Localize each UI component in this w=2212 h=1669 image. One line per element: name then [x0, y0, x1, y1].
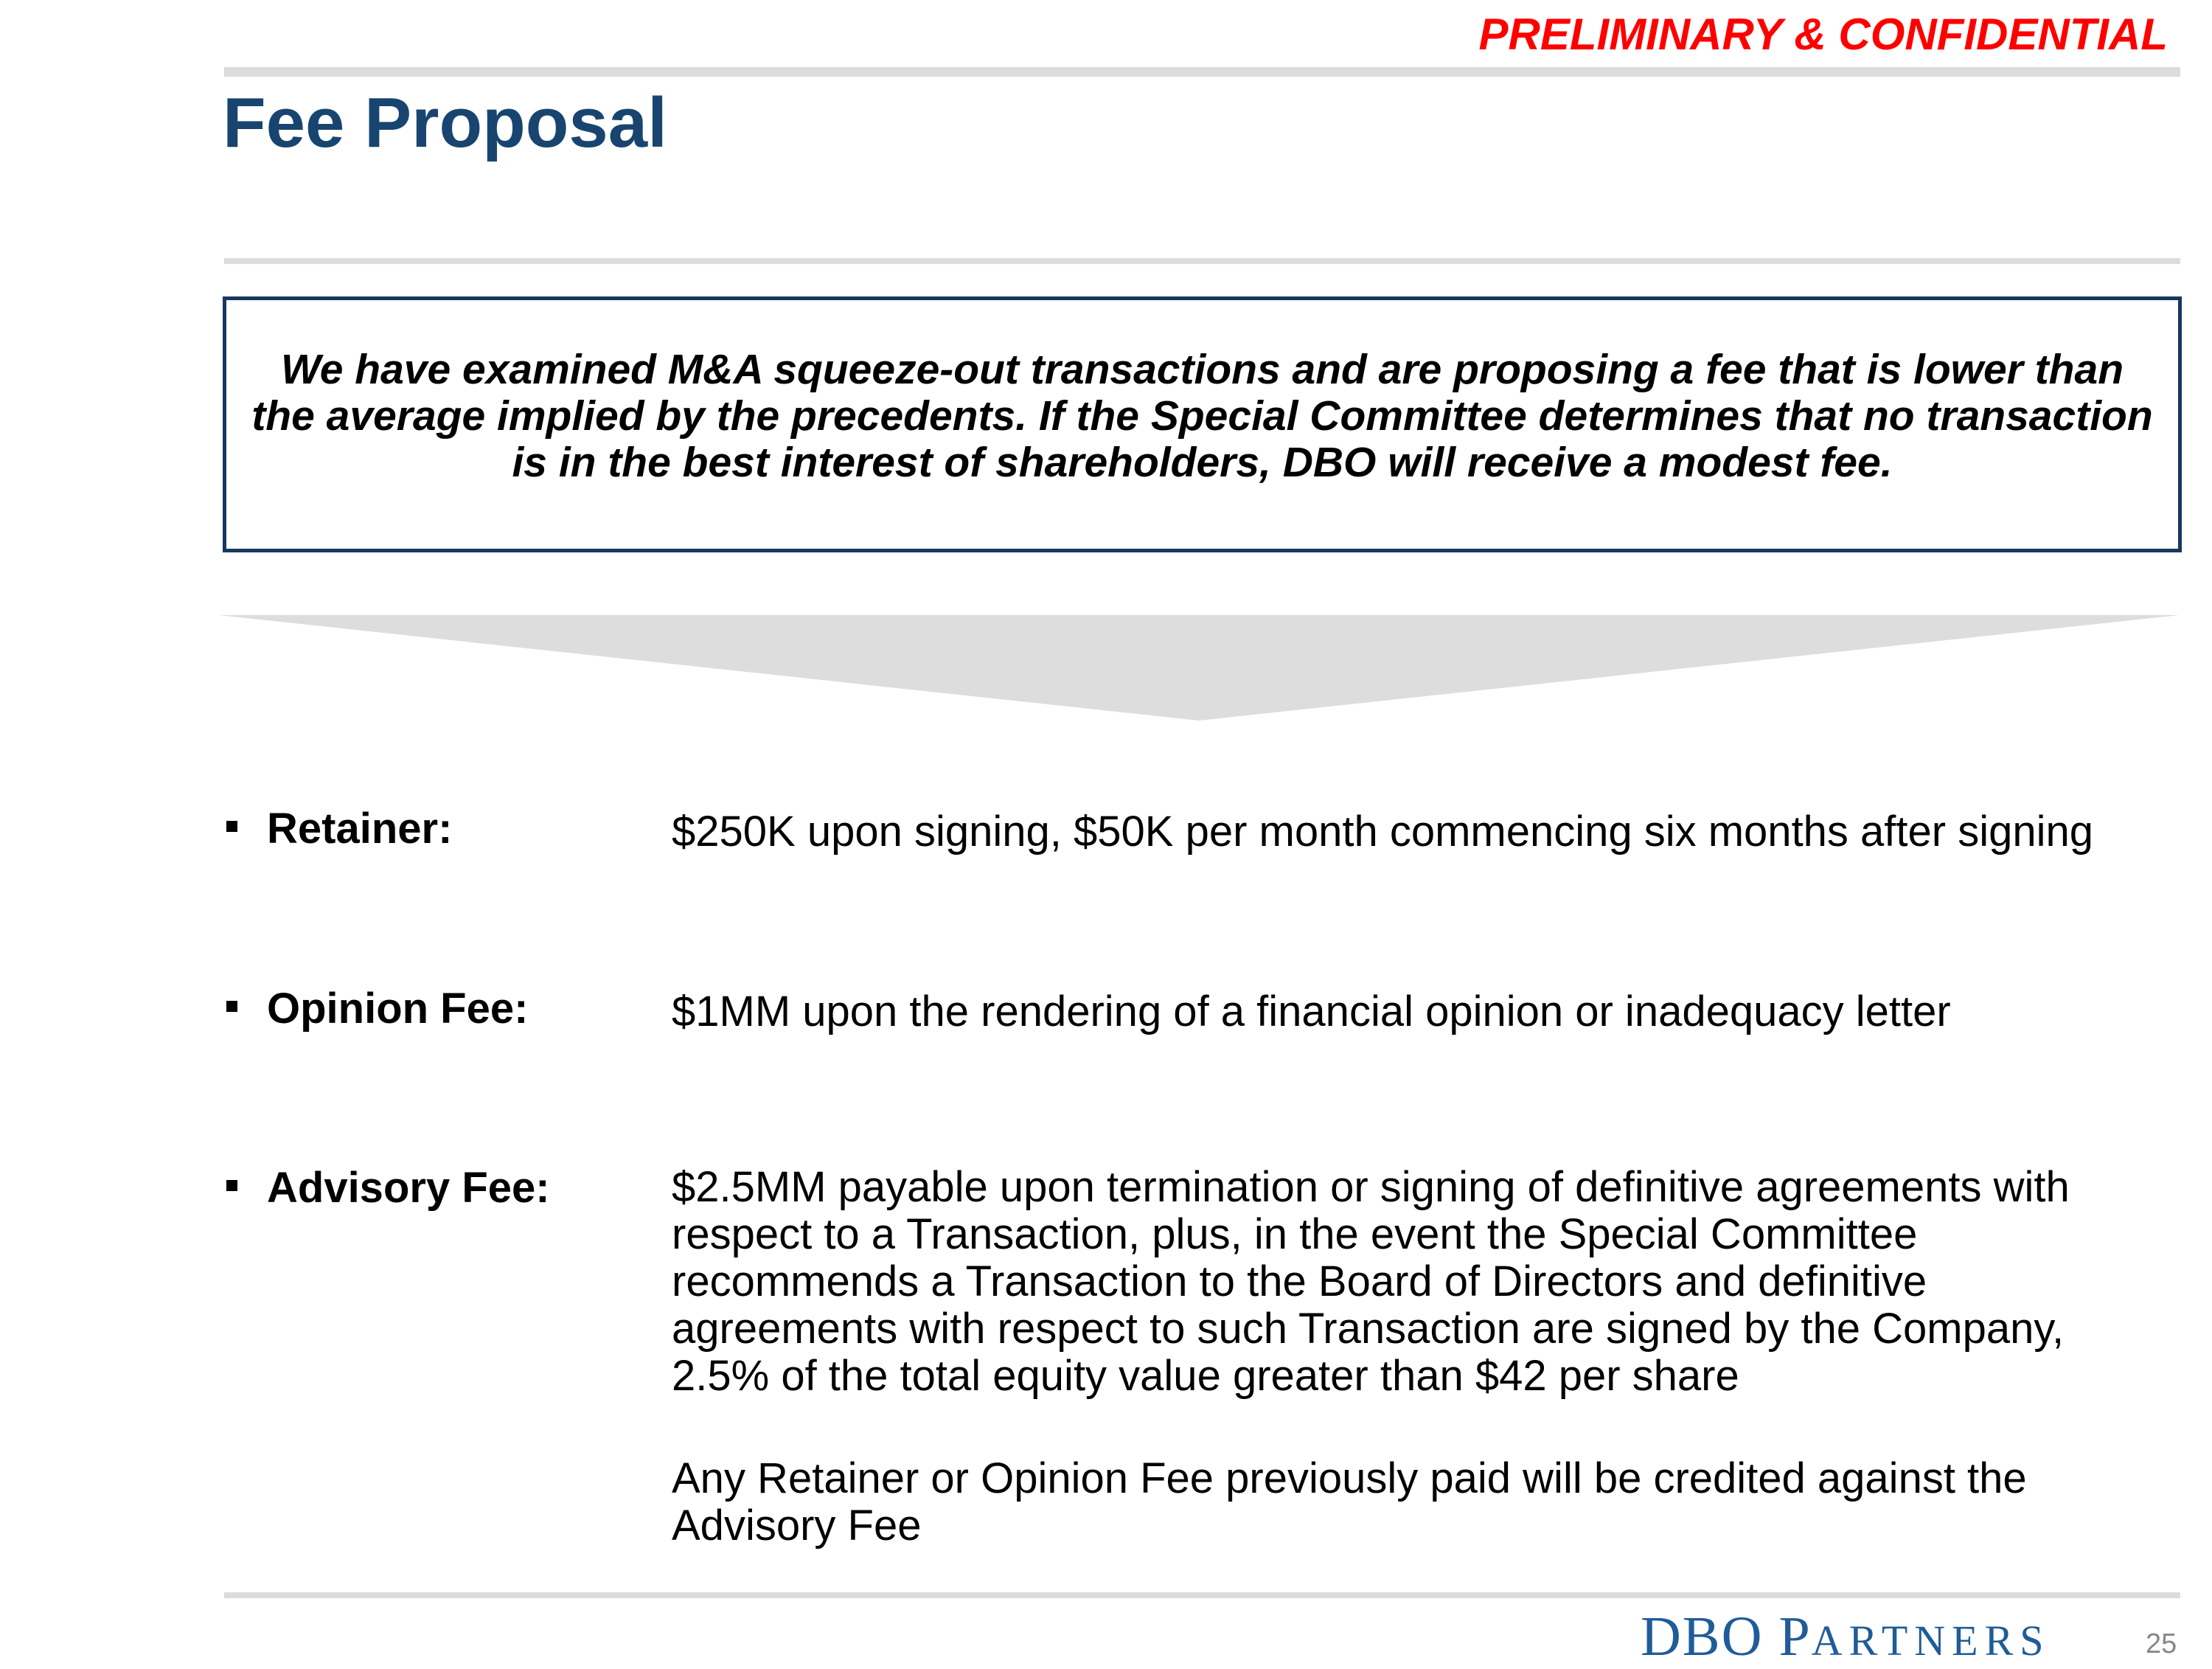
fee-label-advisory: Advisory Fee: — [267, 1164, 550, 1212]
dbo-partners-logo: DBO PARTNERS — [1641, 1606, 2051, 1668]
fee-value-opinion: $1MM upon the rendering of a financial opinion or inadequacy letter — [672, 988, 1951, 1035]
fee-label-retainer: Retainer: — [267, 805, 453, 853]
chevron-arrow — [218, 615, 2180, 722]
callout-box — [223, 296, 2182, 552]
bullet-icon — [226, 821, 237, 832]
callout-text: We have examined M&A squeeze-out transactions and are proposing a fee that is lower than the average implied by the precedents. If the Special Committee determines that no transaction is in the best interest of shareholders, DBO will receive a modest fee. — [251, 346, 2153, 486]
fee-value-retainer: $250K upon signing, $50K per month commencing six months after signing — [672, 808, 2094, 856]
confidential-banner: PRELIMINARY & CONFIDENTIAL — [1478, 10, 2168, 59]
footer-rule — [224, 1592, 2180, 1598]
fee-label-opinion: Opinion Fee: — [267, 985, 529, 1033]
page-number: 25 — [2146, 1628, 2177, 1659]
bullet-icon — [226, 1001, 237, 1012]
fee-value-advisory: $2.5MM payable upon termination or signing of definitive agreements with respect to a Transaction, plus, in the event the Special Committee recommends a Transaction to the Board of Directors and definitive agreements with respect to such Transaction are signed by the Company, 2.5% of the total equity value greater than $42 per share — [672, 1163, 2070, 1400]
header-rule — [224, 67, 2180, 77]
bullet-icon — [226, 1180, 237, 1191]
page-title: Fee Proposal — [223, 83, 667, 162]
title-rule — [224, 258, 2180, 264]
fee-note-advisory: Any Retainer or Opinion Fee previously paid will be credited against the Advisory Fee — [672, 1454, 2027, 1550]
